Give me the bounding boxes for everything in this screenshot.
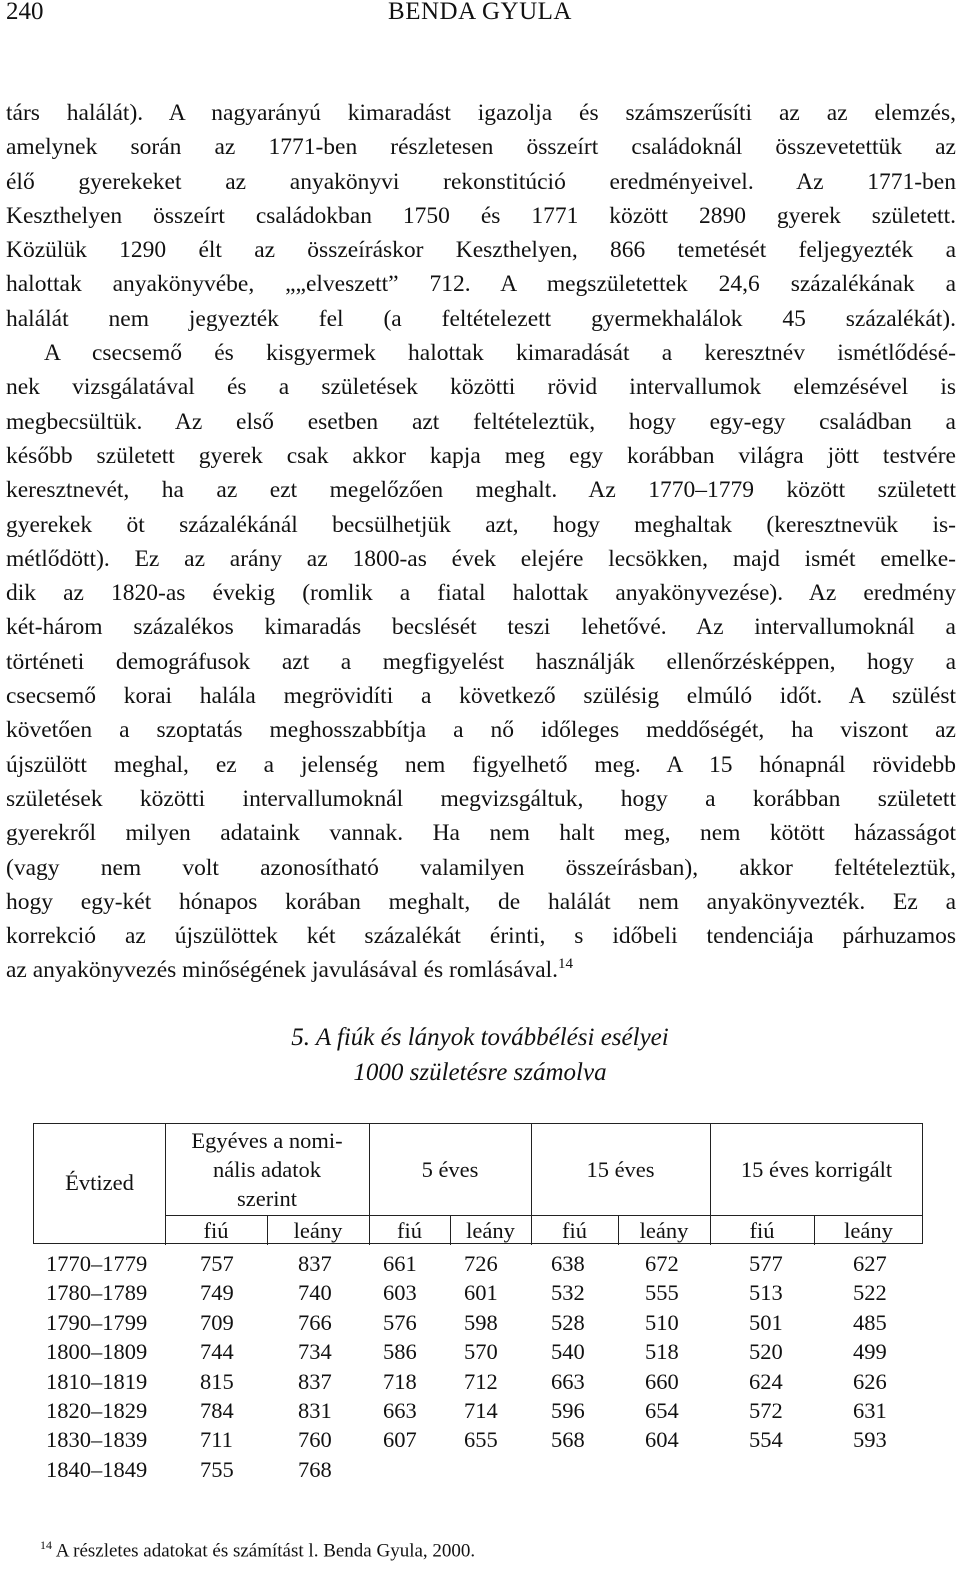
page-number: 240 — [6, 0, 44, 25]
text-line: gyerekről milyen adataink vannak. Ha nem halt meg, nem kötött házasságot — [6, 820, 956, 847]
cell-value: 815 — [200, 1368, 234, 1394]
cell-value: 734 — [298, 1339, 332, 1365]
cell-value: 627 — [853, 1251, 887, 1276]
cell-value: 510 — [645, 1309, 679, 1335]
text-line: Közülük 1290 élt az összeíráskor Keszthelyen, 866 temetését feljegyezték a — [6, 237, 956, 264]
text-line: A csecsemő és kisgyermek halottak kimaradását a keresztnév ismétlődésé- — [44, 340, 956, 367]
table-caption-title: 5. A fiúk és lányok továbbélési esélyei — [291, 1024, 669, 1051]
cell-value: 768 — [298, 1456, 332, 1482]
cell-decade: 1830–1839 — [46, 1427, 148, 1453]
cell-value: 660 — [645, 1368, 679, 1394]
cell-value: 499 — [853, 1339, 887, 1365]
cell-value: 572 — [749, 1397, 783, 1423]
cell-value: 740 — [298, 1280, 332, 1306]
table-row — [33, 1369, 923, 1398]
text-line: csecsemő korai halála megrövidíti a következő szülésig elmúló időt. A szülést — [6, 683, 956, 710]
cell-value: 837 — [298, 1251, 332, 1276]
cell-value: 520 — [749, 1339, 783, 1365]
table-row — [33, 1457, 923, 1486]
cell-value: 576 — [383, 1309, 417, 1335]
subheader-girl: leány — [466, 1218, 515, 1243]
cell-value: 522 — [853, 1280, 887, 1306]
cell-value: 755 — [200, 1456, 234, 1482]
cell-value: 554 — [749, 1427, 783, 1453]
footnote-text: A részletes adatokat és számítást l. Benda Gyula, 2000. — [55, 1540, 476, 1562]
cell-value: 757 — [200, 1251, 234, 1276]
cell-value: 672 — [645, 1251, 679, 1276]
header-group-nominal: Egyéves a nomi- — [191, 1128, 343, 1153]
cell-value: 631 — [853, 1397, 887, 1423]
text-line: megbecsültük. Az első esetben azt feltételeztük, hogy egy-egy családban a — [6, 408, 956, 435]
text-line-content: az anyakönyvezés minőségének javulásával és romlásával. — [6, 957, 559, 984]
text-line: követően a szoptatás meghosszabbítja a nő időleges meddőségét, ha viszont az — [6, 717, 956, 744]
text-line: keresztnevét, ha az ezt megelőzően meghalt. Az 1770–1779 között született — [6, 477, 956, 504]
cell-value: 555 — [645, 1280, 679, 1306]
cell-decade: 1780–1789 — [46, 1280, 148, 1306]
cell-value: 726 — [464, 1251, 498, 1276]
text-line: métlődött). Ez az arány az 1800-as évek elejére lecsökken, majd ismét emelke- — [6, 545, 956, 572]
text-line: Keszthelyen összeírt családokban 1750 és 1771 között 2890 gyerek született. — [6, 202, 956, 229]
text-line: születések közötti intervallumoknál megvizsgáltuk, hogy a korábban született — [6, 785, 956, 812]
footnote-ref: 14 — [558, 956, 574, 973]
text-line: két-három százalékos kimaradás becslését teszi lehetővé. Az intervallumoknál a — [6, 614, 956, 641]
cell-value: 784 — [200, 1397, 234, 1423]
body-paragraph — [6, 96, 956, 988]
cell-value: 837 — [298, 1368, 332, 1394]
table-caption-subtitle: 1000 születésre számolva — [353, 1059, 607, 1086]
cell-value: 663 — [383, 1397, 417, 1423]
header-group-nominal: szerint — [237, 1186, 297, 1211]
text-line: hogy egy-két hónapos korában meghalt, de halálát nem anyakönyvezték. Ez a — [6, 888, 956, 915]
cell-value: 638 — [551, 1251, 585, 1276]
text-line: később született gyerek csak akkor kapja meg egy korábban világra jött testvére — [6, 442, 956, 469]
running-head: BENDA GYULA — [388, 0, 572, 25]
text-line: korrekció az újszülöttek két százalékát érinti, s időbeli tendenciája párhuzamos — [6, 923, 956, 950]
cell-value: 513 — [749, 1280, 783, 1306]
cell-decade: 1840–1849 — [46, 1456, 148, 1482]
table-row — [33, 1251, 923, 1280]
cell-value: 577 — [749, 1251, 783, 1276]
cell-decade: 1800–1809 — [46, 1339, 148, 1365]
cell-value: 624 — [749, 1368, 783, 1394]
text-line: halottak anyakönyvébe, „„elveszett” 712. A megszületettek 24,6 százalékának a — [6, 271, 956, 298]
subheader-boy: fiú — [203, 1218, 229, 1243]
table-row — [33, 1280, 923, 1309]
cell-value: 654 — [645, 1397, 679, 1423]
cell-decade: 1770–1779 — [46, 1251, 148, 1276]
cell-value: 603 — [383, 1280, 417, 1306]
subheader-girl: leány — [844, 1218, 893, 1243]
header-group-15-years: 15 éves — [586, 1157, 655, 1182]
footnote-number: 14 — [40, 1538, 52, 1552]
text-line: történeti demográfusok azt a megfigyelést használják ellenőrzésképpen, hogy a — [6, 648, 956, 675]
cell-value: 661 — [383, 1251, 417, 1276]
text-line: (vagy nem volt azonosítható valamilyen összeírásban), akkor feltételeztük, — [6, 854, 956, 881]
cell-value: 718 — [383, 1368, 417, 1394]
header-group-5-years: 5 éves — [421, 1157, 479, 1182]
cell-value: 540 — [551, 1339, 585, 1365]
cell-value: 663 — [551, 1368, 585, 1394]
cell-value: 831 — [298, 1397, 332, 1423]
cell-value: 596 — [551, 1397, 585, 1423]
subheader-boy: fiú — [562, 1218, 587, 1243]
cell-value: 601 — [464, 1280, 498, 1306]
cell-value: 607 — [383, 1427, 417, 1453]
subheader-girl: leány — [639, 1218, 689, 1243]
cell-value: 593 — [853, 1427, 887, 1453]
cell-value: 766 — [298, 1309, 332, 1335]
text-line: dik az 1820-as évekig (romlik a fiatal halottak anyakönyvezése). Az eredmény — [6, 580, 956, 607]
cell-value: 604 — [645, 1427, 679, 1453]
cell-value: 568 — [551, 1427, 585, 1453]
table-body — [33, 1251, 923, 1486]
page-header — [0, 0, 960, 32]
text-line: halálát nem jegyezték fel (a feltételezett gyermekhalálok 45 százalékát). — [6, 305, 956, 332]
table-row — [33, 1339, 923, 1368]
text-line: gyerekek öt százalékánál becsülhetjük azt, hogy meghaltak (keresztnevük is- — [6, 511, 956, 538]
subheader-boy: fiú — [749, 1218, 775, 1243]
subheader-girl: leány — [293, 1218, 343, 1243]
text-line: élő gyerekeket az anyakönyvi rekonstitúció eredményeivel. Az 1771-ben — [6, 168, 956, 195]
cell-value: 518 — [645, 1339, 679, 1365]
text-line: társ halálát). A nagyarányú kimaradást igazolja és számszerűsíti az az elemzés, — [6, 100, 956, 126]
header-group-15-years-corrected: 15 éves korrigált — [740, 1157, 893, 1182]
cell-value: 485 — [853, 1309, 887, 1335]
text-line: újszülött meghal, ez a jelenség nem figyelhető meg. A 15 hónapnál rövidebb — [6, 751, 956, 778]
cell-value: 709 — [200, 1309, 234, 1335]
text-line: nek vizsgálatával és a születések közötti rövid intervallumok elemzésével is — [6, 374, 956, 401]
cell-decade: 1790–1799 — [46, 1309, 148, 1335]
cell-value: 714 — [464, 1397, 498, 1423]
cell-value: 626 — [853, 1368, 887, 1394]
cell-value: 598 — [464, 1309, 498, 1335]
cell-decade: 1820–1829 — [46, 1397, 148, 1423]
cell-value: 532 — [551, 1280, 585, 1306]
footnote — [40, 1538, 475, 1562]
cell-value: 501 — [749, 1309, 783, 1335]
text-line: amelynek során az 1771-ben részletesen összeírt családoknál összevetettük az — [6, 134, 956, 161]
cell-value: 711 — [200, 1427, 233, 1453]
cell-value: 749 — [200, 1280, 234, 1306]
header-group-nominal: nális adatok — [212, 1157, 322, 1182]
cell-value: 744 — [200, 1339, 234, 1365]
table-row — [33, 1310, 923, 1339]
table-header — [33, 1123, 923, 1244]
subheader-boy: fiú — [397, 1218, 422, 1243]
table-row — [33, 1398, 923, 1427]
table-row — [33, 1427, 923, 1456]
text-line — [6, 953, 956, 987]
cell-value: 712 — [464, 1368, 498, 1394]
cell-value: 655 — [464, 1427, 498, 1453]
cell-value: 760 — [298, 1427, 332, 1453]
cell-value: 586 — [383, 1339, 417, 1365]
cell-decade: 1810–1819 — [46, 1368, 148, 1394]
cell-value: 528 — [551, 1309, 585, 1335]
header-decade: Évtized — [65, 1170, 134, 1195]
cell-value: 570 — [464, 1339, 498, 1365]
